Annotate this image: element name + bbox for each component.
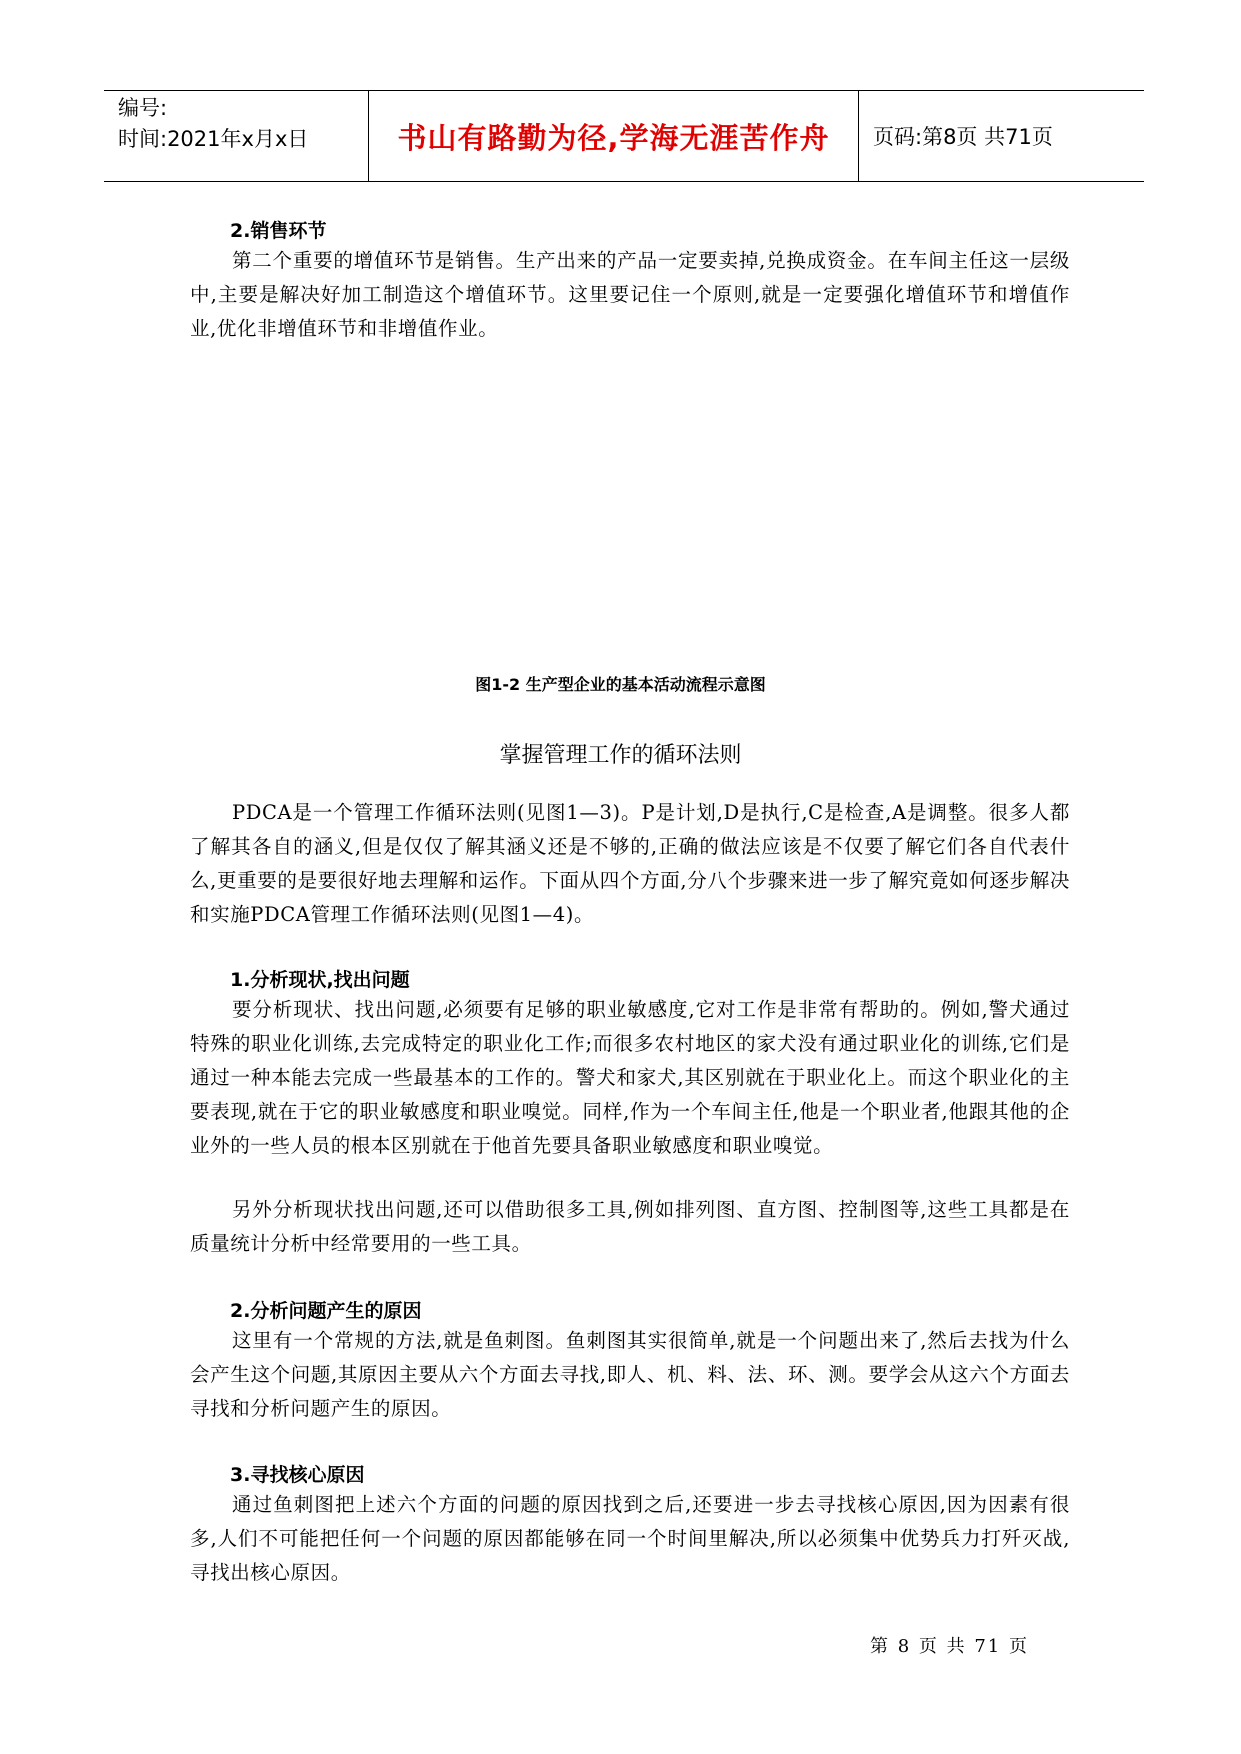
figure-caption: 图1-2 生产型企业的基本活动流程示意图 [475,675,766,694]
paragraph-sales: 第二个重要的增值环节是销售。生产出来的产品一定要卖掉,兑换成资金。在车间主任这一层级中,主要是解决好加工制造这个增值环节。这里要记住一个原则,就是一定要强化增值环节和增值作业,优化非增值环节和非增值作业。 [190,249,1070,340]
header-meta [104,91,369,181]
section-heading-step3: 3.寻找核心原因 [230,1464,365,1486]
section-title-pdca: 掌握管理工作的循环法则 [499,743,742,768]
paragraph-step2: 这里有一个常规的方法,就是鱼刺图。鱼刺图其实很简单,就是一个问题出来了,然后去找为什么会产生这个问题,其原因主要从六个方面去寻找,即人、机、料、法、环、测。要学会从这六个方面去寻找和分析问题产生的原因。 [190,1329,1070,1420]
paragraph-step1-b: 另外分析现状找出问题,还可以借助很多工具,例如排列图、直方图、控制图等,这些工具都是在质量统计分析中经常要用的一些工具。 [190,1198,1070,1255]
section-heading-step1: 1.分析现状,找出问题 [230,969,410,991]
document-header [104,90,1144,182]
paragraph-pdca-intro: PDCA是一个管理工作循环法则(见图1—3)。P是计划,D是执行,C是检查,A是调整。很多人都了解其各自的涵义,但是仅仅了解其涵义还是不够的,正确的做法应该是不仅要了解它们各自代表什么,更重要的是要很好地去理解和运作。下面从四个方面,分八个步骤来进一步了解究竟如何逐步解决和实施PDCA管理工作循环法则(见图1—4)。 [190,801,1070,926]
header-motto: 书山有路勤为径,学海无涯苦作舟 [369,91,859,181]
document-time-label: 时间:2021年x月x日 [118,127,309,151]
section-heading-sales: 2.销售环节 [230,220,327,242]
paragraph-step3: 通过鱼刺图把上述六个方面的问题的原因找到之后,还要进一步去寻找核心原因,因为因素有很多,人们不可能把任何一个问题的原因都能够在同一个时间里解决,所以必须集中优势兵力打歼灭战,寻找出核心原因。 [190,1493,1070,1584]
paragraph-step1-a: 要分析现状、找出问题,必须要有足够的职业敏感度,它对工作是非常有帮助的。例如,警犬通过特殊的职业化训练,去完成特定的职业化工作;而很多农村地区的家犬没有通过职业化的训练,它们是通过一种本能去完成一些最基本的工作的。警犬和家犬,其区别就在于职业化上。而这个职业化的主要表现,就在于它的职业敏感度和职业嗅觉。同样,作为一个车间主任,他是一个职业者,他跟其他的企业外的一些人员的根本区别就在于他首先要具备职业敏感度和职业嗅觉。 [190,998,1070,1157]
section-heading-step2: 2.分析问题产生的原因 [230,1300,422,1322]
document-number-label: 编号: [118,96,168,120]
header-page-label: 页码:第8页 共71页 [873,125,1053,149]
page-footer: 第 8 页 共 71 页 [870,1636,1029,1657]
